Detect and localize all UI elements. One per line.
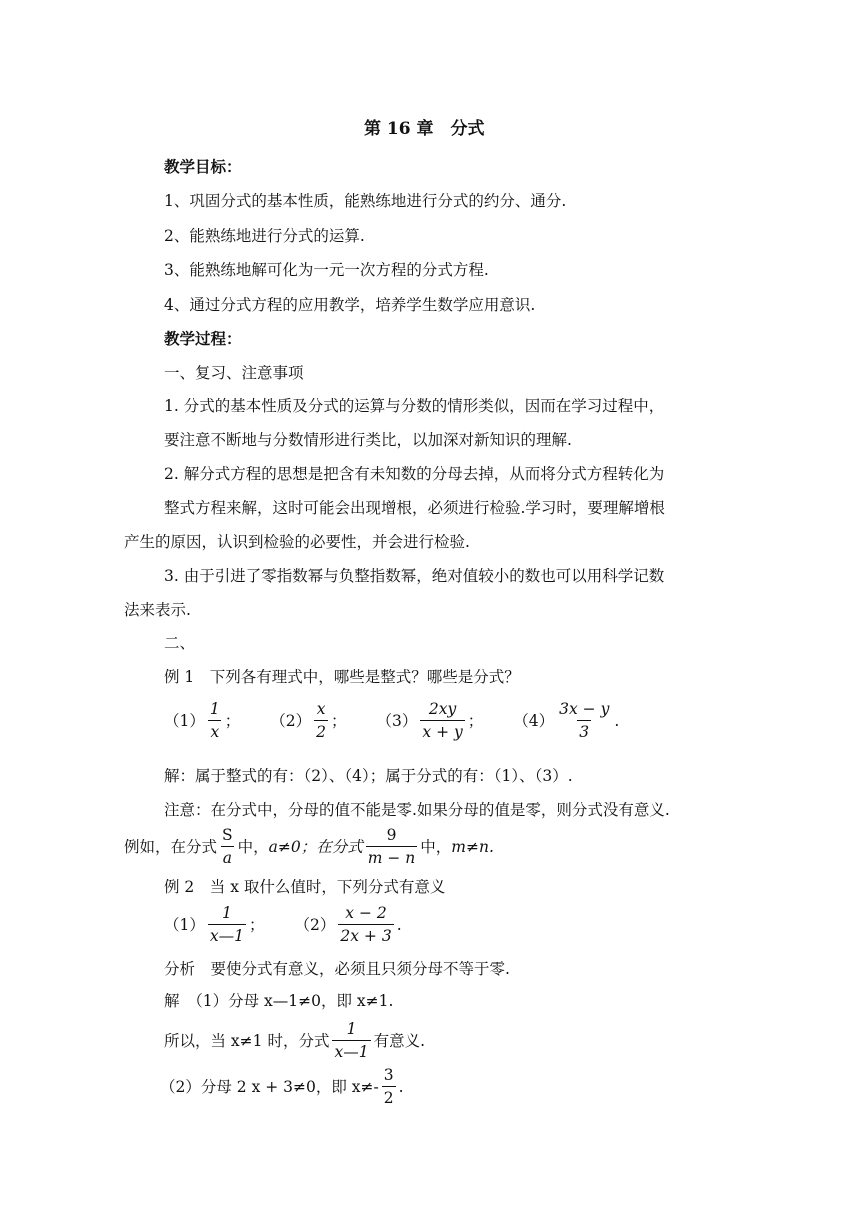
fraction xyxy=(332,1020,370,1061)
note-text: 中， xyxy=(420,837,452,856)
solution-line xyxy=(164,1020,425,1061)
fraction xyxy=(208,904,246,945)
expr-end: ； xyxy=(224,711,241,730)
example-title: 例 2 当 x 取什么值时，下列分式有意义 xyxy=(164,878,446,896)
solution-text: （2）分母 2 x + 3≠0，即 x≠- xyxy=(160,1077,379,1096)
section-heading: 二、 xyxy=(164,634,196,652)
section-heading: 一、复习、注意事项 xyxy=(164,364,304,382)
denominator: x—1 xyxy=(208,924,246,945)
paragraph-line: 整式方程来解，这时可能会出现增根，必须进行检验.学习时，要理解增根 xyxy=(164,499,665,517)
expr-label: （1） xyxy=(164,915,205,934)
solution-line xyxy=(160,1066,404,1107)
expr-end: . xyxy=(396,915,402,934)
fraction xyxy=(557,700,611,741)
numerator: x − 2 xyxy=(345,904,387,922)
example-note-line2 xyxy=(124,826,494,867)
expr-label: （2） xyxy=(294,915,336,934)
paragraph-line: 1. 分式的基本性质及分式的运算与分数的情形类似，因而在学习过程中， xyxy=(164,397,665,415)
expr-label: （3） xyxy=(376,711,418,730)
fraction xyxy=(338,904,393,945)
goal-item: 3、能熟练地解可化为一元一次方程的分式方程. xyxy=(164,261,489,279)
numerator: 9 xyxy=(386,826,397,844)
example-title: 例 1 下列各有理式中，哪些是整式？哪些是分式？ xyxy=(164,668,520,686)
example-analysis: 分析 要使分式有意义，必须且只须分母不等于零. xyxy=(164,960,510,978)
solution-text: 有意义. xyxy=(373,1031,425,1050)
solution-line: 解 （1）分母 x—1≠0，即 x≠1. xyxy=(164,992,394,1010)
expr-end: ； xyxy=(467,711,484,730)
numerator: 1 xyxy=(209,700,220,718)
solution-text: 所以，当 x≠1 时，分式 xyxy=(164,1031,330,1050)
goal-item: 1、巩固分式的基本性质，能熟练地进行分式的约分、通分. xyxy=(164,192,567,210)
goal-item: 2、能熟练地进行分式的运算. xyxy=(164,227,365,245)
expr-label: （2） xyxy=(270,711,312,730)
denominator: 2x + 3 xyxy=(338,924,393,945)
paragraph-line: 产生的原因，认识到检验的必要性，并会进行检验. xyxy=(124,533,470,551)
expr-end: . xyxy=(614,711,620,730)
process-heading: 教学过程： xyxy=(164,329,242,348)
numerator: 3 xyxy=(383,1066,394,1084)
paragraph-line: 3. 由于引进了零指数幂与负整指数幂，绝对值较小的数也可以用科学记数 xyxy=(164,567,665,585)
denominator: 2 xyxy=(382,1086,396,1107)
example2-expressions xyxy=(164,904,402,945)
paragraph-line: 2. 解分式方程的思想是把含有未知数的分母去掉，从而将分式方程转化为 xyxy=(164,465,665,483)
example-note: 注意：在分式中，分母的值不能是零.如果分母的值是零，则分式没有意义. xyxy=(164,801,670,819)
note-text: 例如，在分式 xyxy=(124,837,218,856)
denominator: x + y xyxy=(420,720,464,741)
note-text: m≠n. xyxy=(451,837,494,856)
expr-end: ； xyxy=(331,711,347,730)
numerator: 2xy xyxy=(428,700,457,718)
denominator: x—1 xyxy=(332,1040,370,1061)
example1-expressions xyxy=(164,700,619,741)
fraction xyxy=(420,700,464,741)
numerator: x xyxy=(316,700,326,718)
denominator: a xyxy=(221,846,234,867)
fraction xyxy=(382,1066,396,1107)
note-text: a≠0；在分式 xyxy=(268,837,363,856)
example-answer: 解：属于整式的有：（2）、（4）；属于分式的有：（1）、（3）. xyxy=(164,767,573,785)
expr-end: ； xyxy=(248,915,265,934)
fraction xyxy=(220,826,235,867)
expr-label: （4） xyxy=(513,711,555,730)
note-text: 中， xyxy=(237,837,269,856)
denominator: m − n xyxy=(366,846,418,867)
fraction xyxy=(208,700,222,741)
paragraph-line: 要注意不断地与分数情形进行类比，以加深对新知识的理解. xyxy=(164,431,572,449)
denominator: 2 xyxy=(314,720,328,741)
numerator: 1 xyxy=(221,904,232,922)
denominator: x xyxy=(208,720,221,741)
fraction xyxy=(314,700,328,741)
page-title: 第 16 章 分式 xyxy=(364,119,485,139)
goal-item: 4、通过分式方程的应用教学，培养学生数学应用意识. xyxy=(164,296,536,314)
denominator: 3 xyxy=(577,720,591,741)
fraction xyxy=(366,826,418,867)
solution-text: . xyxy=(398,1077,404,1096)
numerator: 3x − y xyxy=(559,700,610,718)
expr-label: （1） xyxy=(164,711,205,730)
paragraph-line: 法来表示. xyxy=(124,601,191,619)
numerator: 1 xyxy=(346,1020,357,1038)
goals-heading: 教学目标： xyxy=(164,157,242,176)
numerator: S xyxy=(222,826,233,844)
